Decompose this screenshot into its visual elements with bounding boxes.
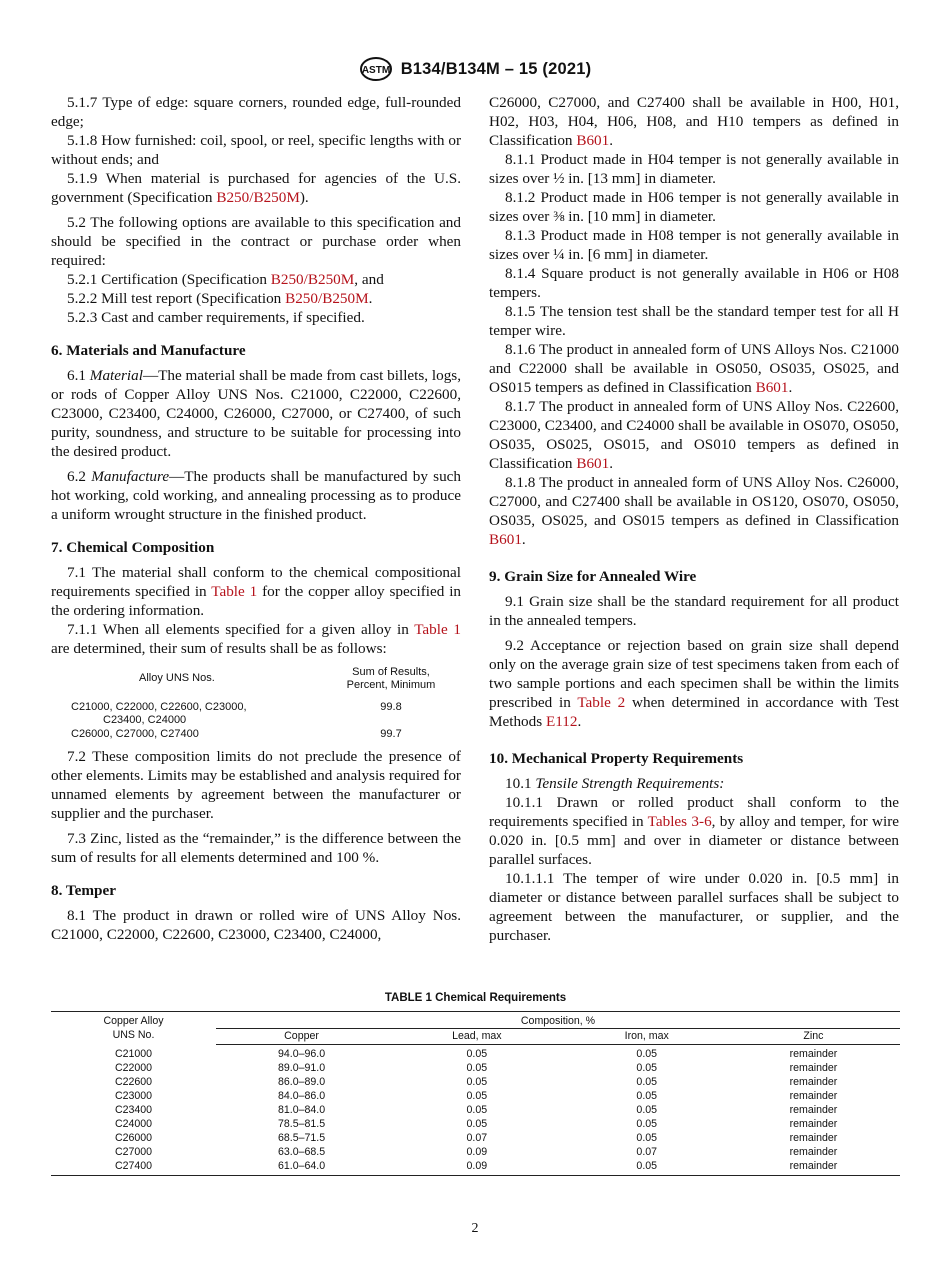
para-9-2: 9.2 Acceptance or rejection based on grain size shall depend only on the average grain size of test specimens taken from each of two sample portions and each specimen shall be within the limits prescribed in Table 2 when determined in accordance with Test Methods E112. [489,637,900,730]
ref-b601[interactable]: B601 [755,379,789,396]
page-header [0,56,950,82]
para-8-1-4: 8.1.4 Square product is not generally available in H06 or H08 tempers. [489,265,899,301]
table-row: C22600 86.0–89.0 0.05 0.05 remainder [114,1076,838,1088]
para-10-1: 10.1 Tensile Strength Requirements: [505,775,725,792]
table-1-chemical-requirements [51,992,900,1176]
mini-header-sum: Sum of Results, Percent, Minimum [346,666,436,691]
table-row: C23000 84.0–86.0 0.05 0.05 remainder [114,1090,838,1102]
section-10-heading: 10. Mechanical Property Requirements [489,750,744,767]
ref-b250[interactable]: B250/B250M [270,271,355,288]
para-8-1-2: 8.1.2 Product made in H06 temper is not generally available in sizes over ⅜ in. [10 mm] in diameter. [489,189,899,225]
mini-header-alloy: Alloy UNS Nos. [139,672,215,684]
table-row: C27000 63.0–68.5 0.09 0.07 remainder [114,1146,838,1158]
left-column [51,93,461,944]
ref-e112[interactable]: E112 [545,713,578,730]
astm-logo-icon [359,56,393,82]
table-row: C23400 81.0–84.0 0.05 0.05 remainder [114,1104,838,1116]
para-10-1-1-1: 10.1.1.1 The temper of wire under 0.020 in. [0.5 mm] in diameter or distance between parallel surfaces shall be subject to agreement between the manufacturer, or supplier, and the purchaser. [489,870,899,944]
table-1-title: TABLE 1 Chemical Requirements [384,992,567,1004]
mini-row: C21000, C22000, C22600, C23000, C23400, C24000 99.8 [71,701,402,726]
col-header-alloy: Copper Alloy UNS No. [51,1012,216,1045]
para-6-2: 6.2 Manufacture—The products shall be manufactured by such hot working, cold working, and annealing processing as to produce a uniform wrought structure in the finished product. [51,468,462,523]
para-5-1-7: 5.1.7 Type of edge: square corners, rounded edge, full-rounded edge; [51,94,461,130]
mini-row: C26000, C27000, C27400 99.7 [71,728,402,740]
ref-b601[interactable]: B601 [489,531,522,548]
col-header-composition: Composition, % [216,1012,900,1029]
table-row: C21000 94.0–96.0 0.05 0.05 remainder [114,1047,838,1060]
para-8-1: 8.1 The product in drawn or rolled wire of UNS Alloy Nos. C21000, C22000, C22600, C23000, C23400, C24000, [51,907,461,943]
svg-text:ASTM: ASTM [361,65,390,76]
table-row: C22000 89.0–91.0 0.05 0.05 remainder [114,1062,838,1074]
table-row: C26000 68.5–71.5 0.07 0.05 remainder [114,1132,838,1144]
para-8-1-5: 8.1.5 The tension test shall be the standard temper test for all H temper wire. [489,303,899,339]
para-7-2: 7.2 These composition limits do not preclude the presence of other elements. Limits may be established and analysis required for unnamed elements by agreement between the manufacturer or supplier and the purchaser. [51,748,461,822]
para-8-1-1: 8.1.1 Product made in H04 temper is not generally available in sizes over ½ in. [13 mm] in diameter. [489,151,899,187]
col-header-lead: Lead, max [387,1029,567,1045]
section-6-heading: 6. Materials and Manufacture [51,342,246,359]
para-5-2-3: 5.2.3 Cast and camber requirements, if specified. [67,309,365,326]
para-7-3: 7.3 Zinc, listed as the “remainder,” is the difference between the sum of results for all elements determined and 100 %. [51,830,461,866]
section-7-heading: 7. Chemical Composition [51,539,215,556]
para-8-1-6: 8.1.6 The product in annealed form of UNS Alloys Nos. C21000 and C22000 shall be available in OS050, OS035, OS025, and OS015 tempers as defined in Classification B601. [489,341,899,396]
para-5-1-9: 5.1.9 When material is purchased for agencies of the U.S. government (Specification B250/B250M). [51,170,461,206]
para-7-1-1: 7.1.1 When all elements specified for a given alloy in Table 1 are determined, their sum of results shall be as follows: [51,621,461,657]
table-row: C27400 61.0–64.0 0.09 0.05 remainder [51,1159,900,1176]
ref-table-1[interactable]: Table 1 [211,583,258,600]
para-6-1: 6.1 Material—The material shall be made from cast billets, logs, or rods of Copper Alloy UNS Nos. C21000, C22000, C22600, C23000, C23400, C24000, C26000, C27000, or C27400, of such purity, soundness, and structure to be suitable for processing into the desired product. [51,367,461,460]
ref-b250[interactable]: B250/B250M [285,290,369,307]
ref-b601[interactable]: B601 [576,455,610,472]
table-1-grid [51,1011,900,1176]
document-id: B134/B134M – 15 (2021) [400,59,592,78]
sum-of-results-table [51,666,461,741]
para-5-1-8: 5.1.8 How furnished: coil, spool, or reel, specific lengths with or without ends; and [51,132,461,168]
para-10-1-1: 10.1.1 Drawn or rolled product shall conform to the requirements specified in Tables 3-6, by alloy and temper, for wire 0.020 in. [0.5 mm] and over in diameter or distance between parallel surfaces. [489,794,900,868]
para-8-1-3: 8.1.3 Product made in H08 temper is not generally available in sizes over ¼ in. [6 mm] in diameter. [489,227,899,263]
col-header-iron: Iron, max [567,1029,727,1045]
col-header-zinc: Zinc [727,1029,900,1045]
ref-table-1[interactable]: Table 1 [414,621,461,638]
table-row: C24000 78.5–81.5 0.05 0.05 remainder [114,1118,838,1130]
right-column [489,93,899,945]
para-5-2-1: 5.2.1 Certification (Specification B250/B250M, and [67,271,384,288]
ref-b601[interactable]: B601 [576,132,610,149]
para-9-1: 9.1 Grain size shall be the standard requirement for all product in the annealed tempers. [489,593,899,629]
para-5-2-2: 5.2.2 Mill test report (Specification B250/B250M. [67,290,373,307]
para-8-1-cont: C26000, C27000, and C27400 shall be available in H00, H01, H02, H03, H04, H06, H08, and H10 tempers as defined in Classification B601. [489,94,899,149]
para-7-1: 7.1 The material shall conform to the chemical compositional requirements specified in Table 1 for the copper alloy specified in the ordering information. [51,564,462,619]
page-number: 2 [471,1221,479,1236]
ref-table-2[interactable]: Table 2 [577,694,626,711]
col-header-copper: Copper [216,1029,387,1045]
para-8-1-7: 8.1.7 The product in annealed form of UNS Alloy Nos. C22600, C23000, C23400, and C24000 shall be available in OS070, OS050, OS035, OS025, OS015, and OS010 tempers as defined in Classification B601. [489,398,899,472]
ref-b250[interactable]: B250/B250M [216,189,300,206]
section-8-heading: 8. Temper [51,882,116,899]
para-8-1-8: 8.1.8 The product in annealed form of UNS Alloy Nos. C26000, C27000, and C27400 shall be available in OS120, OS070, OS050, OS035, OS025, and OS015 tempers as defined in Classification B601. [489,474,899,548]
para-5-2: 5.2 The following options are available to this specification and should be specified in the contract or purchase order when required: [51,214,461,269]
ref-tables-3-6[interactable]: Tables 3-6 [647,813,712,830]
section-9-heading: 9. Grain Size for Annealed Wire [489,568,697,585]
